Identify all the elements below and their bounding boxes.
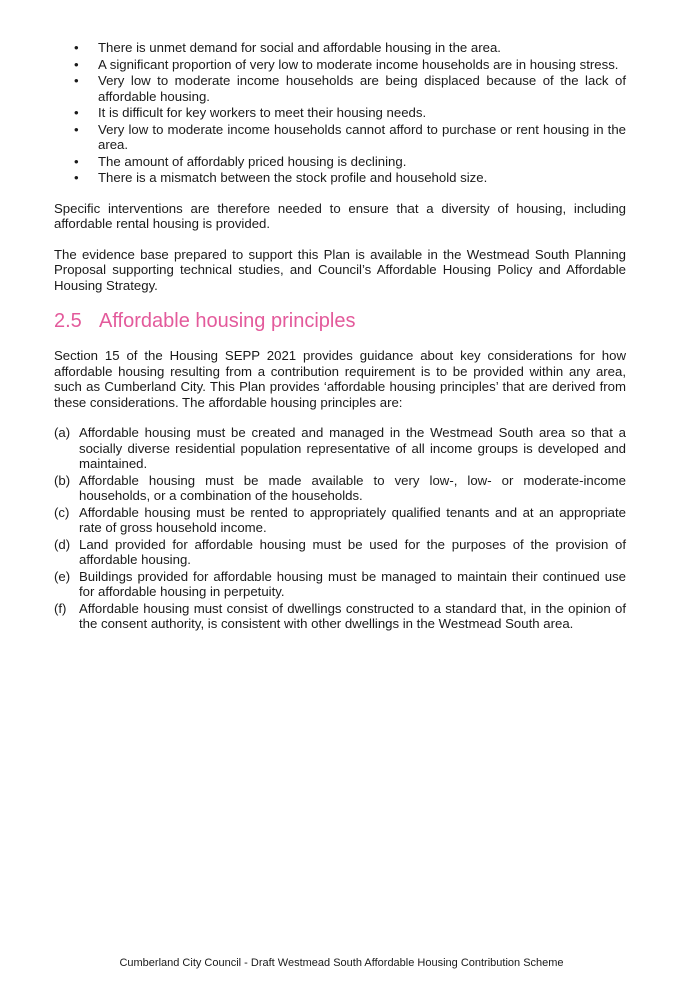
principle-text: Affordable housing must consist of dwellings constructed to a standard that, in the opinion of the consent authority, is consistent with other dwellings in the Westmead South area. [79,600,626,631]
bullet-text: A significant proportion of very low to moderate income households are in housing stress. [98,56,619,72]
issues-bullet-list [54,40,626,186]
principle-item [54,569,626,600]
bullet-text: The amount of affordably priced housing is declining. [98,153,407,169]
bullet-item [54,105,626,121]
paragraph-evidence-base: The evidence base prepared to support this Plan is available in the Westmead South Planning Proposal supporting technical studies, and Council’s Affordable Housing Policy and Affordable Housing Strategy. [54,246,626,293]
bullet-glyph: • [74,153,79,169]
principle-item [54,537,626,568]
bullet-text: Very low to moderate income households cannot afford to purchase or rent housing in the area. [98,121,626,152]
principles-list [54,425,626,632]
bullet-item [54,170,626,186]
principle-item [54,601,626,632]
bullet-glyph: • [74,121,79,137]
bullet-item [54,154,626,170]
bullet-glyph: • [74,105,79,120]
section-title: Affordable housing principles [99,310,356,332]
bullet-text: There is unmet demand for social and affordable housing in the area. [98,40,501,55]
paragraph-interventions: Specific interventions are therefore needed to ensure that a diversity of housing, including affordable rental housing is provided. [54,200,626,231]
principle-text: Buildings provided for affordable housing must be managed to maintain their continued use for affordable housing in perpetuity. [79,568,626,599]
principle-item [54,425,626,472]
principle-marker: (e) [54,568,71,584]
bullet-text: It is difficult for key workers to meet their housing needs. [98,105,427,120]
principle-text: Land provided for affordable housing must be used for the purposes of the provision of affordable housing. [79,536,626,567]
bullet-glyph: • [74,40,79,55]
paragraph-section-15: Section 15 of the Housing SEPP 2021 provides guidance about key considerations for how affordable housing resulting from a contribution requirement is to be provided within any area, such as Cumberland City. This Plan provides ‘affordable housing principles’ that are derived from these considerations. The affordable housing principles are: [54,348,626,410]
principle-text: Affordable housing must be made available to very low-, low- or moderate-income households, or a combination of the households. [79,472,626,503]
principle-item [54,505,626,536]
bullet-glyph: • [74,170,79,185]
bullet-text: Very low to moderate income households are being displaced because of the lack of affordable housing. [98,73,626,104]
section-number: 2.5 [54,310,82,332]
bullet-item [54,40,626,56]
principle-text: Affordable housing must be created and managed in the Westmead South area so that a socially diverse residential population representative of all income groups is developed and maintained. [79,425,626,471]
bullet-glyph: • [74,73,79,88]
principle-marker: (d) [54,536,71,552]
principle-marker: (f) [54,600,67,616]
principle-marker: (c) [54,504,70,520]
bullet-item [54,122,626,153]
principle-text: Affordable housing must be rented to appropriately qualified tenants and at an appropriate rate of gross household income. [79,504,626,535]
principle-item [54,473,626,504]
bullet-glyph: • [74,56,79,72]
page-footer: Cumberland City Council - Draft Westmead South Affordable Housing Contribution Scheme [119,957,564,969]
bullet-text: There is a mismatch between the stock profile and household size. [98,170,488,185]
principle-marker: (b) [54,472,71,488]
principle-marker: (a) [54,425,71,440]
bullet-item [54,73,626,104]
section-heading [54,309,626,333]
page-content [54,40,626,633]
bullet-item [54,57,626,73]
